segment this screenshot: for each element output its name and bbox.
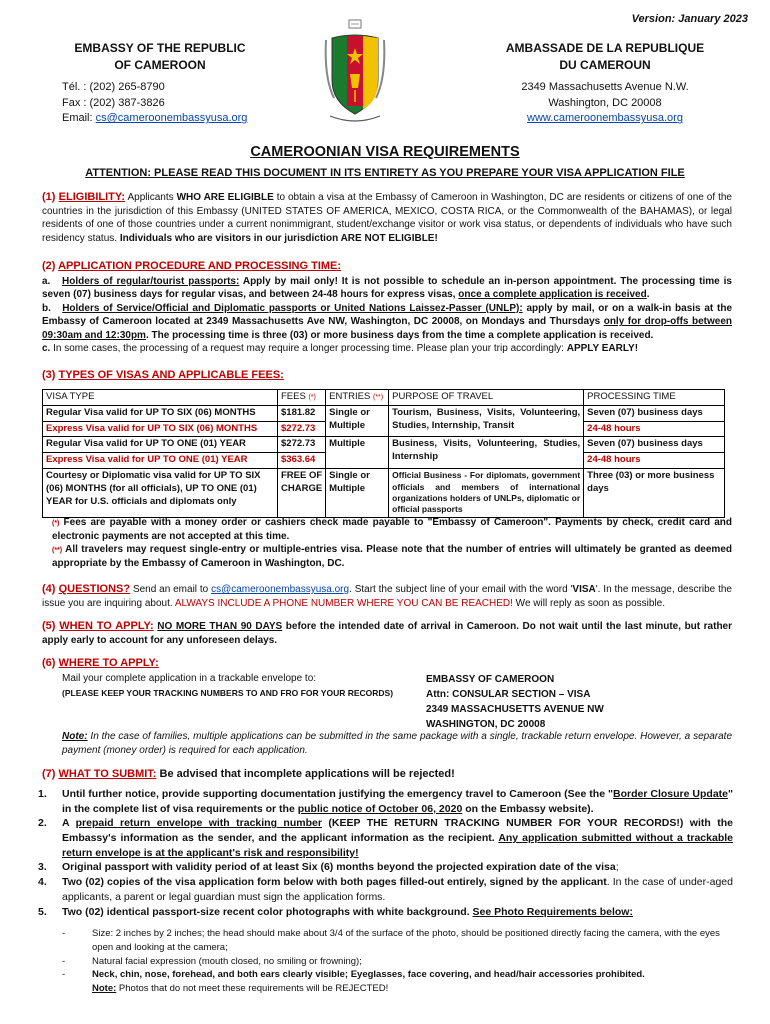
mailing-address bbox=[426, 672, 726, 732]
section-number: (6) bbox=[42, 657, 59, 669]
table-row bbox=[43, 469, 725, 518]
column-header-fees: FEES bbox=[281, 391, 306, 402]
embassy-contact bbox=[40, 80, 280, 128]
list-item bbox=[62, 927, 732, 955]
item-label: c. bbox=[42, 343, 51, 355]
item-text: apply by mail, or on a walk-in basis at the Embassy of Cameroon located at 2349 Massachusetts Ave NW, Washington, DC 20008, on Mondays and Thursdays bbox=[42, 302, 733, 328]
processing-cell: Seven (07) business days bbox=[584, 405, 725, 421]
list-item bbox=[62, 968, 732, 982]
purpose-cell: Business, Visits, Volunteering, Studies, Internship bbox=[389, 437, 584, 469]
entries-cell bbox=[326, 469, 389, 518]
text-underline: prepaid return envelope with tracking number bbox=[75, 817, 322, 830]
text-underline: public notice of October 06, 2020 bbox=[297, 802, 463, 815]
body-text: before the intended date of arrival in Cameroon. Do not wait until the last minute, but rather apply early to account for any unforeseen delays. bbox=[42, 621, 733, 646]
body-text: Send an email to bbox=[130, 584, 212, 595]
list-item bbox=[38, 816, 733, 860]
website-link[interactable]: www.cameroonembassyusa.org bbox=[527, 112, 683, 125]
column-header-visa-type: VISA TYPE bbox=[46, 391, 95, 402]
column-header-processing-time: PROCESSING TIME bbox=[587, 391, 676, 402]
table-row bbox=[43, 405, 725, 421]
cameroon-coat-of-arms-icon bbox=[322, 18, 388, 128]
dash-spacer bbox=[62, 982, 92, 996]
ambassade-title-line-1: AMBASSADE DE LA REPUBLIQUE bbox=[505, 41, 705, 55]
section-questions bbox=[42, 582, 732, 610]
deadline-text: NO MORE THAN 90 DAYS bbox=[157, 621, 283, 632]
procedure-item-b bbox=[42, 302, 732, 343]
table-row bbox=[43, 437, 725, 453]
column-header-purpose: PURPOSE OF TRAVEL bbox=[392, 391, 494, 402]
ambassade-title-line-2: DU CAMEROUN bbox=[559, 57, 651, 72]
section-application-procedure bbox=[42, 259, 732, 356]
address-line: EMBASSY OF CAMEROON bbox=[426, 674, 555, 685]
procedure-item-c bbox=[42, 342, 732, 356]
table-header-row bbox=[43, 390, 725, 406]
item-heading: Holders of regular/tourist passports: bbox=[62, 275, 240, 287]
note-label: Note: bbox=[92, 983, 117, 995]
text-span: Until further notice, provide supporting documentation justifying the emergency travel to Cameroon (See the " bbox=[62, 788, 613, 800]
item-underline: only for drop-offs between 09:30am and 12:30pm bbox=[42, 316, 732, 341]
entries-text: Single or bbox=[329, 470, 370, 482]
footnote-mark: (*) bbox=[52, 520, 60, 527]
footnote-text: Fees are payable with a money order or cashiers check made payable to "Embassy of Cameroon". Payments by check, credit card and electronic payments are not accepted at this time. bbox=[52, 517, 732, 542]
text-span: ; bbox=[615, 861, 619, 874]
footnote-entries bbox=[52, 543, 732, 570]
processing-cell: 24-48 hours bbox=[584, 421, 725, 437]
mail-instruction: Mail your complete application in a trackable envelope to: bbox=[62, 673, 317, 684]
email-label: Email: bbox=[62, 112, 96, 125]
text-underline: Any application submitted without a trackable return envelope is at the applicant's risk and responsibility! bbox=[62, 832, 733, 859]
purpose-cell: Tourism, Business, Visits, Volunteering, Studies, Internship, Transit bbox=[389, 405, 584, 437]
section-where-to-apply bbox=[42, 656, 732, 671]
item-number: 4. bbox=[38, 876, 47, 889]
footnote-mark: (**) bbox=[52, 547, 63, 554]
fee-cell: $272.73 bbox=[278, 421, 326, 437]
note-text: Photos that do not meet these requirements will be REJECTED! bbox=[116, 983, 389, 995]
body-bold: Individuals who are visitors in our jurisdiction ARE NOT ELIGIBLE! bbox=[119, 232, 438, 244]
entries-text: Multiple bbox=[329, 419, 366, 431]
tracking-note: (PLEASE KEEP YOUR TRACKING NUMBERS TO AND FRO FOR YOUR RECORDS) bbox=[62, 687, 394, 698]
body-text: . Start the subject line of your email with the word ' bbox=[349, 584, 573, 595]
phone-warning: ALWAYS INCLUDE A PHONE NUMBER WHERE YOU CAN BE REACHED! bbox=[174, 597, 513, 609]
item-underline: once a complete application is received bbox=[458, 289, 647, 301]
section-heading: TYPES OF VISAS AND APPLICABLE FEES: bbox=[58, 369, 284, 381]
entries-footnote-mark: (**) bbox=[373, 394, 384, 401]
email-link[interactable]: cs@cameroonembassyusa.org bbox=[95, 112, 248, 125]
section-heading: ELIGIBILITY: bbox=[58, 191, 126, 203]
section-number: (4) bbox=[42, 583, 59, 595]
note-text: In the case of families, multiple applications can be submitted in the same package with a single, trackable return envelope. However, a separate payment (money order) is required for each application. bbox=[62, 731, 732, 756]
visa-type-cell: Regular Visa valid for UP TO SIX (06) MONTHS bbox=[43, 405, 278, 421]
fees-footnotes bbox=[52, 516, 732, 570]
text-span: (KEEP THE RETURN TRACKING NUMBER FOR YOUR RECORDS!) with the Embassy's information as the sender, and the applicant information as the recipient. bbox=[62, 817, 733, 845]
email-line bbox=[62, 111, 280, 127]
item-text bbox=[62, 905, 733, 920]
text-underline: See Photo Requirements below: bbox=[472, 905, 633, 918]
visa-type-cell: Express Visa valid for UP TO ONE (01) YEAR bbox=[43, 453, 278, 469]
procedure-item-a bbox=[42, 275, 732, 302]
processing-cell: Seven (07) business days bbox=[584, 437, 725, 453]
embassy-address bbox=[470, 80, 740, 128]
text-span: Two (02) identical passport-size recent color photographs with white background. bbox=[62, 905, 473, 918]
section-number: (3) bbox=[42, 369, 59, 381]
item-text bbox=[62, 860, 733, 875]
fax-number: Fax : (202) 387-3826 bbox=[62, 96, 165, 109]
column-header-entries: ENTRIES bbox=[329, 391, 371, 402]
families-note bbox=[62, 730, 732, 757]
visa-type-cell: Express Visa valid for UP TO SIX (06) MONTHS bbox=[43, 421, 278, 437]
processing-cell: Three (03) or more business days bbox=[584, 469, 725, 518]
photo-requirements-list bbox=[62, 927, 732, 996]
footnote-text: All travelers may request single-entry or multiple-entries visa. Please note that the number of entries will ultimately be granted as deemed appropriate by the Embassy of Cameroon in Washington, DC. bbox=[52, 544, 732, 569]
list-item bbox=[38, 875, 733, 904]
fee-cell: $363.64 bbox=[278, 453, 326, 469]
text-span: on the Embassy website). bbox=[462, 802, 594, 815]
version-label: Version: January 2023 bbox=[631, 13, 748, 25]
footnote-fees bbox=[52, 516, 732, 543]
item-label: a. bbox=[42, 275, 51, 287]
embassy-header-french bbox=[470, 40, 740, 127]
list-item bbox=[38, 905, 733, 920]
body-text: Applicants bbox=[125, 192, 177, 203]
section-number: (2) bbox=[42, 260, 59, 272]
body-bold: Be advised that incomplete applications will be rejected! bbox=[156, 768, 455, 780]
entries-text: Single or bbox=[329, 406, 370, 418]
requirement-text: Natural facial expression (mouth closed, no smiling or frowning); bbox=[92, 955, 362, 967]
dash-bullet: - bbox=[62, 955, 66, 967]
item-label: b. bbox=[42, 302, 51, 314]
section-heading: APPLICATION PROCEDURE AND PROCESSING TIME: bbox=[58, 260, 342, 272]
section-eligibility bbox=[42, 190, 732, 245]
requirement-note bbox=[92, 982, 388, 996]
requirement-text: Neck, chin, nose, forehead, and both ears clearly visible; Eyeglasses, face covering, and head/hair accessories prohibited. bbox=[92, 969, 645, 981]
item-number: 3. bbox=[38, 861, 47, 874]
text-span: " in the complete list of visa requirements or the bbox=[62, 788, 733, 815]
item-text bbox=[62, 875, 733, 904]
list-item bbox=[38, 787, 733, 816]
note-label: Note: bbox=[62, 731, 88, 742]
text-span: Two (02) copies of the visa application form below with both pages filled-out entirely, signed by the applicant bbox=[62, 876, 607, 889]
fee-cell: FREE OF CHARGE bbox=[278, 469, 326, 518]
item-heading: Holders of Service/Official and Diplomatic passports or United Nations Laissez-Passer (UNLP): bbox=[62, 302, 523, 314]
fee-cell: $181.82 bbox=[278, 405, 326, 421]
address-line: WASHINGTON, DC 20008 bbox=[426, 719, 546, 730]
item-text bbox=[62, 787, 733, 816]
section-heading: QUESTIONS? bbox=[58, 583, 131, 595]
body-text: We will reply as soon as possible. bbox=[512, 597, 666, 609]
address-line: Attn: CONSULAR SECTION – VISA bbox=[426, 689, 591, 700]
body-bold: WHO ARE ELIGIBLE bbox=[176, 192, 274, 203]
submission-list bbox=[38, 787, 733, 919]
list-item bbox=[62, 955, 732, 969]
body-bold: VISA bbox=[572, 584, 596, 595]
embassy-title-line-1: EMBASSY OF THE REPUBLIC bbox=[74, 41, 246, 55]
fees-footnote-mark: (*) bbox=[308, 394, 316, 401]
embassy-title-line-2: OF CAMEROON bbox=[114, 57, 206, 72]
item-number: 5. bbox=[38, 905, 47, 918]
dash-bullet: - bbox=[62, 928, 66, 939]
section-when-to-apply bbox=[42, 619, 732, 647]
section-types-of-visas bbox=[42, 368, 732, 383]
item-text: . bbox=[646, 289, 650, 301]
entries-cell: Multiple bbox=[326, 437, 389, 469]
list-item bbox=[38, 860, 733, 875]
address-line: 2349 MASSACHUSETTS AVENUE NW bbox=[426, 704, 604, 715]
phone-number: Tél. : (202) 265-8790 bbox=[62, 80, 165, 93]
visa-fees-table bbox=[42, 389, 725, 518]
item-text: In some cases, the processing of a request may require a longer processing time. Please plan your trip accordingly: bbox=[50, 343, 567, 355]
text-span: . In the case of under-aged applicants, a parent or legal guardian must sign the application forms. bbox=[62, 876, 733, 903]
visa-type-cell: Regular Visa valid for UP TO ONE (01) YEAR bbox=[43, 437, 278, 453]
body-text: to obtain a visa at the Embassy of Cameroon in Washington, DC are residents or citizens of one of the countries in the jurisdiction of this Embassy (UNITED STATES OF AMERICA, MEXICO, COSTA RICA, or the Commonwealth of the BAHAMAS), or legal residents of one of those countries under a current nonimmigrant, student/exchange visitor or work visa status, or dependents of individuals who have such residency status. bbox=[42, 192, 732, 244]
mailing-instructions bbox=[62, 672, 402, 699]
entries-cell bbox=[326, 405, 389, 437]
fee-cell: $272.73 bbox=[278, 437, 326, 453]
dash-bullet: - bbox=[62, 969, 66, 981]
document-title: CAMEROONIAN VISA REQUIREMENTS bbox=[250, 144, 520, 160]
section-number: (1) bbox=[42, 191, 59, 203]
item-number: 1. bbox=[38, 788, 47, 800]
address-line-2: Washington, DC 20008 bbox=[548, 96, 662, 109]
text-span: Original passport with validity period of at least Six (6) months beyond the projected expiration date of the visa bbox=[62, 861, 616, 874]
item-text: Apply by mail only! It is not possible to schedule an in-person appointment. The processing time is seven (07) business days for regular visas, and between 24-48 hours for express visas, bbox=[42, 275, 732, 301]
item-bold: APPLY EARLY! bbox=[566, 343, 639, 355]
section-what-to-submit bbox=[42, 767, 732, 782]
text-span: A bbox=[62, 817, 76, 830]
body-text: '. In the message, describe the issue you are inquiring about. bbox=[42, 584, 732, 609]
visa-type-cell: Courtesy or Diplomatic visa valid for UP TO SIX (06) MONTHS (for all officials), UP TO ONE (01) YEAR for U.S. officials and diplomats only bbox=[43, 469, 278, 518]
questions-email-link[interactable]: cs@cameroonembassyusa.org bbox=[211, 584, 350, 595]
processing-cell: 24-48 hours bbox=[584, 453, 725, 469]
attention-notice: ATTENTION: PLEASE READ THIS DOCUMENT IN ITS ENTIRETY AS YOU PREPARE YOUR VISA APPLICATION FILE bbox=[85, 167, 685, 179]
entries-text: Multiple bbox=[329, 482, 366, 494]
text-underline: Border Closure Update bbox=[613, 788, 729, 800]
embassy-header-english bbox=[40, 40, 280, 127]
item-number: 2. bbox=[38, 817, 47, 830]
section-number: (7) bbox=[42, 768, 59, 780]
section-number: (5) bbox=[42, 620, 60, 632]
list-item bbox=[62, 982, 732, 996]
section-heading: WHERE TO APPLY: bbox=[58, 657, 159, 669]
item-text: . The processing time is three (03) or more business days from the time a complete application is received. bbox=[145, 329, 654, 341]
section-heading: WHEN TO APPLY: bbox=[59, 620, 154, 632]
address-line-1: 2349 Massachusetts Avenue N.W. bbox=[521, 80, 689, 93]
requirement-text: Size: 2 inches by 2 inches; the head should make about 3/4 of the surface of the photo, should be positioned directly facing the camera, with the eyes open and looking at the camera; bbox=[92, 928, 720, 953]
item-text bbox=[62, 816, 733, 860]
purpose-cell: Official Business - For diplomats, government officials and members of international organizations holders of UNLPs, diplomatic or official passports bbox=[389, 469, 584, 518]
section-heading: WHAT TO SUBMIT: bbox=[58, 768, 157, 780]
